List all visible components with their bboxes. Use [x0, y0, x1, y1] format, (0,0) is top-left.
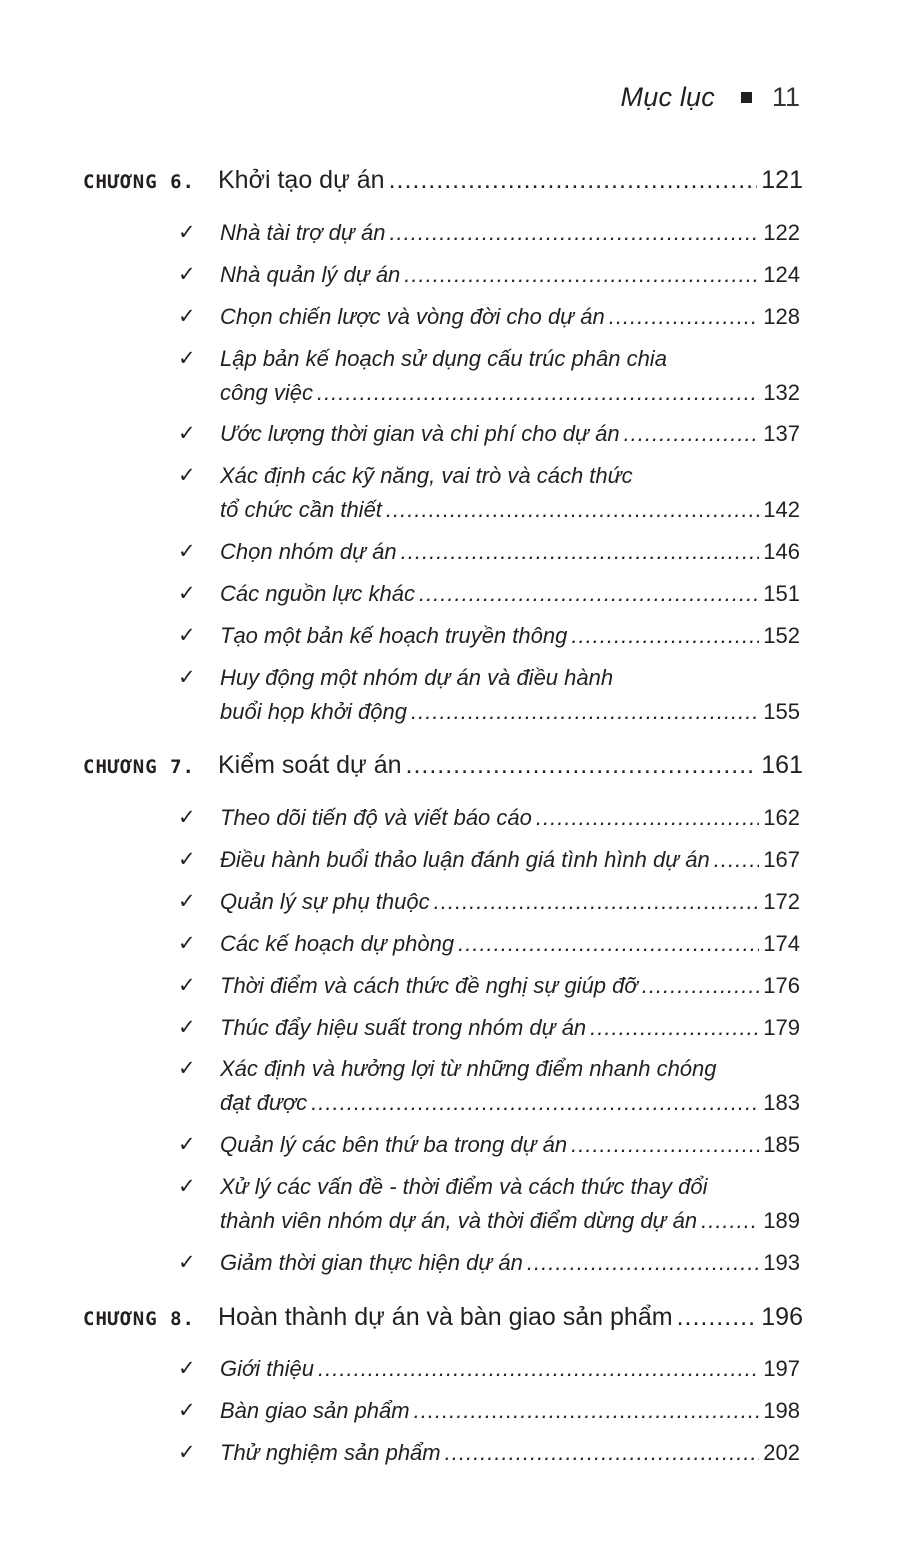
leader-dots [458, 927, 759, 961]
checkmark-icon: ✓ [178, 666, 196, 689]
leader-dots [414, 1394, 760, 1428]
checkmark-icon: ✓ [178, 305, 196, 328]
leader-dots [419, 577, 759, 611]
entry-title-line-1: Lập bản kế hoạch sử dụng cấu trúc phân chia [220, 346, 667, 371]
leader-dots [714, 843, 760, 877]
leader-dots [318, 1352, 759, 1386]
leader-dots [311, 1086, 759, 1120]
entry-title: Quản lý sự phụ thuộc [220, 889, 430, 914]
entry-title: Nhà quản lý dự án [220, 262, 401, 287]
entry-title: Thử nghiệm sản phẩm [220, 1440, 441, 1465]
checkmark-icon: ✓ [178, 1441, 196, 1464]
leader-dots [536, 801, 759, 835]
checkmark-icon: ✓ [178, 263, 196, 286]
entry-page-number: 132 [763, 380, 800, 405]
chapter-label: CHƯƠNG 8. [83, 1308, 195, 1330]
checkmark-icon: ✓ [178, 1357, 196, 1380]
toc-entry [178, 216, 800, 250]
leader-dots [445, 1436, 760, 1470]
checkmark-icon: ✓ [178, 624, 196, 647]
toc-entry [178, 619, 800, 653]
toc-entry [178, 1394, 800, 1428]
entry-page-number: 183 [763, 1090, 800, 1115]
checkmark-icon: ✓ [178, 347, 196, 370]
entry-title: Giới thiệu [220, 1356, 315, 1381]
entry-title: Chọn chiến lược và vòng đời cho dự án [220, 304, 605, 329]
leader-dots [701, 1204, 759, 1238]
entry-page-number: 155 [763, 699, 800, 724]
entry-page-number: 151 [763, 581, 800, 606]
toc-entry [178, 661, 800, 729]
checkmark-icon: ✓ [178, 1016, 196, 1039]
checkmark-icon: ✓ [178, 848, 196, 871]
entry-title-line-2: công việc [220, 380, 313, 405]
toc-entry [178, 300, 800, 334]
leader-dots [411, 695, 759, 729]
toc-entry [178, 1052, 800, 1120]
running-head-page-number: 11 [771, 82, 800, 112]
leader-dots [404, 258, 759, 292]
chapter-page-number: 161 [761, 751, 803, 779]
toc-entry [178, 885, 800, 919]
leader-dots [317, 376, 759, 410]
leader-dots [571, 619, 759, 653]
entry-page-number: 162 [763, 805, 800, 830]
toc-entry [178, 1246, 800, 1280]
chapter-title: Kiểm soát dự án [218, 751, 402, 779]
entry-title-line-2: thành viên nhóm dự án, và thời điểm dừng dự án [220, 1208, 698, 1233]
entry-title-line-2: buổi họp khởi động [220, 699, 407, 724]
toc-entry [178, 459, 800, 527]
entry-title-line-1: Xử lý các vấn đề - thời điểm và cách thức thay đổi [220, 1174, 708, 1199]
entry-title-line-1: Huy động một nhóm dự án và điều hành [220, 665, 614, 690]
entry-title-line-1: Xác định và hưởng lợi từ những điểm nhanh chóng [220, 1056, 717, 1081]
leader-dots [624, 417, 760, 451]
running-head-title: Mục lục [620, 82, 715, 112]
checkmark-icon: ✓ [178, 1175, 196, 1198]
checkmark-icon: ✓ [178, 540, 196, 563]
chapter-title: Khởi tạo dự án [218, 166, 385, 194]
checkmark-icon: ✓ [178, 890, 196, 913]
chapter-7-heading [83, 751, 803, 780]
toc-entry [178, 843, 800, 877]
entry-title-line-2: tổ chức cần thiết [220, 497, 382, 522]
chapter-label: CHƯƠNG 7. [83, 756, 195, 778]
leader-dots [571, 1128, 759, 1162]
entry-title: Điều hành buổi thảo luận đánh giá tình hình dự án [220, 847, 710, 872]
entry-title: Quản lý các bên thứ ba trong dự án [220, 1132, 568, 1157]
entry-title-line-1: Xác định các kỹ năng, vai trò và cách thức [220, 463, 633, 488]
leader-dots [389, 216, 759, 250]
leader-dots [406, 751, 758, 780]
entry-title-line-2: đạt được [220, 1090, 308, 1115]
entry-title: Các nguồn lực khác [220, 581, 415, 606]
entry-page-number: 193 [763, 1250, 800, 1275]
entry-title: Các kế hoạch dự phòng [220, 931, 455, 956]
entry-page-number: 124 [763, 262, 800, 287]
toc-entry [178, 577, 800, 611]
entry-page-number: 167 [763, 847, 800, 872]
entry-title: Bàn giao sản phẩm [220, 1398, 410, 1423]
chapter-title: Hoàn thành dự án và bàn giao sản phẩm [218, 1303, 673, 1331]
entry-page-number: 146 [763, 539, 800, 564]
toc-entry [178, 342, 800, 410]
leader-dots [434, 885, 760, 919]
chapter-page-number: 121 [761, 166, 803, 194]
toc-entry [178, 1011, 800, 1045]
entry-title: Ước lượng thời gian và chi phí cho dự án [220, 421, 620, 446]
checkmark-icon: ✓ [178, 1133, 196, 1156]
checkmark-icon: ✓ [178, 464, 196, 487]
toc-entry [178, 969, 800, 1003]
entry-page-number: 174 [763, 931, 800, 956]
toc-entry [178, 1128, 800, 1162]
checkmark-icon: ✓ [178, 582, 196, 605]
entry-title: Tạo một bản kế hoạch truyền thông [220, 623, 568, 648]
checkmark-icon: ✓ [178, 1057, 196, 1080]
entry-title: Thời điểm và cách thức đề nghị sự giúp đỡ [220, 973, 638, 998]
entry-page-number: 152 [763, 623, 800, 648]
entry-title: Thúc đẩy hiệu suất trong nhóm dự án [220, 1015, 587, 1040]
checkmark-icon: ✓ [178, 806, 196, 829]
entry-title: Theo dõi tiến độ và viết báo cáo [220, 805, 532, 830]
toc-entry [178, 258, 800, 292]
leader-dots [389, 166, 758, 195]
toc-entry [178, 1170, 800, 1238]
checkmark-icon: ✓ [178, 1251, 196, 1274]
entry-page-number: 142 [763, 497, 800, 522]
checkmark-icon: ✓ [178, 221, 196, 244]
chapter-6-heading [83, 166, 803, 195]
checkmark-icon: ✓ [178, 422, 196, 445]
entry-title: Nhà tài trợ dự án [220, 220, 386, 245]
leader-dots [677, 1303, 758, 1332]
entry-title: Giảm thời gian thực hiện dự án [220, 1250, 523, 1275]
chapter-8-heading [83, 1303, 803, 1332]
toc-entry [178, 927, 800, 961]
entry-page-number: 179 [763, 1015, 800, 1040]
leader-dots [527, 1246, 759, 1280]
leader-dots [401, 535, 760, 569]
toc-entry [178, 801, 800, 835]
toc-entry [178, 417, 800, 451]
leader-dots [386, 493, 759, 527]
toc-entry [178, 1436, 800, 1470]
entry-page-number: 189 [763, 1208, 800, 1233]
running-head [621, 82, 800, 113]
chapter-page-number: 196 [761, 1303, 803, 1331]
entry-title: Chọn nhóm dự án [220, 539, 397, 564]
entry-page-number: 137 [763, 421, 800, 446]
square-bullet-icon [741, 92, 752, 103]
toc-entry [178, 535, 800, 569]
checkmark-icon: ✓ [178, 974, 196, 997]
leader-dots [609, 300, 760, 334]
entry-page-number: 198 [763, 1398, 800, 1423]
checkmark-icon: ✓ [178, 1399, 196, 1422]
entry-page-number: 176 [763, 973, 800, 998]
chapter-label: CHƯƠNG 6. [83, 171, 195, 193]
entry-page-number: 185 [763, 1132, 800, 1157]
checkmark-icon: ✓ [178, 932, 196, 955]
entry-page-number: 122 [763, 220, 800, 245]
entry-page-number: 197 [763, 1356, 800, 1381]
entry-page-number: 128 [763, 304, 800, 329]
entry-page-number: 172 [763, 889, 800, 914]
leader-dots [642, 969, 760, 1003]
entry-page-number: 202 [763, 1440, 800, 1465]
toc-entry [178, 1352, 800, 1386]
leader-dots [590, 1011, 759, 1045]
